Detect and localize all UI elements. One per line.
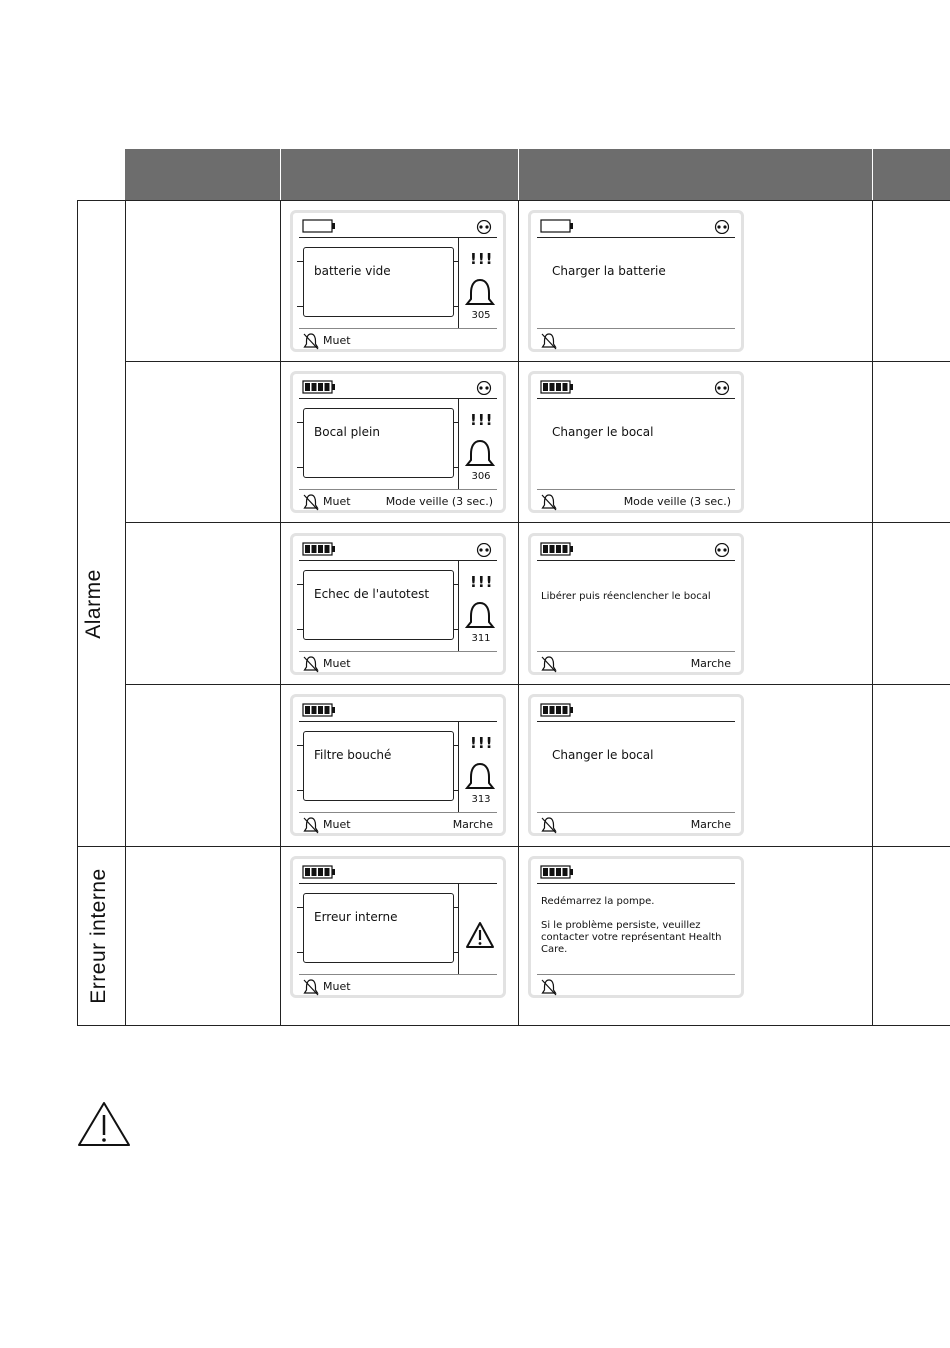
- battery-full-icon: [540, 703, 574, 717]
- mute-bell-icon: [302, 332, 320, 350]
- device-screen-alarm: [290, 856, 506, 998]
- battery-full-icon: [302, 703, 336, 717]
- mute-bell-icon: [540, 332, 558, 350]
- screen-message: Echec de l'autotest: [314, 587, 430, 601]
- screen-message-line: Redémarrez la pompe.: [541, 896, 655, 907]
- device-screen-alarm: [290, 533, 506, 675]
- screen-message: Libérer puis réenclencher le bocal: [541, 591, 711, 602]
- mute-bell-icon: [540, 493, 558, 511]
- screen-message: Erreur interne: [314, 910, 398, 924]
- message-box: [303, 570, 454, 640]
- mute-bell-icon: [540, 655, 558, 673]
- table-header-cell-2: [281, 149, 518, 201]
- device-screen-alarm: [290, 694, 506, 836]
- screen-message-line: Si le problème persiste, veuillez contacter votre représentant Health Care.: [541, 920, 722, 955]
- bell-icon: [464, 761, 496, 793]
- alarm-code: 311: [471, 633, 491, 644]
- alarm-code: 305: [471, 310, 491, 321]
- mute-bell-icon: [302, 978, 320, 996]
- device-screen-action: [528, 856, 744, 998]
- mute-bell-icon: [302, 493, 320, 511]
- bell-icon: [464, 277, 496, 309]
- message-box: [303, 731, 454, 801]
- mute-bell-icon: [540, 816, 558, 834]
- standby-label: Mode veille (3 sec.): [385, 495, 493, 508]
- alarm-priority-marks: !!!: [470, 411, 494, 429]
- battery-full-icon: [302, 542, 336, 556]
- mute-label: Muet: [323, 980, 351, 993]
- screen-message: Changer le bocal: [552, 748, 654, 762]
- alarm-code: 306: [471, 471, 491, 482]
- table-header-cell-4: [873, 149, 950, 201]
- device-screen-action: [528, 533, 744, 675]
- device-screen-alarm: [290, 210, 506, 352]
- run-label: Marche: [690, 818, 731, 831]
- battery-full-icon: [540, 380, 574, 394]
- standby-label: Mode veille (3 sec.): [623, 495, 731, 508]
- mute-label: Muet: [323, 818, 351, 831]
- mute-bell-icon: [540, 978, 558, 996]
- table-header-cell-3: [519, 149, 872, 201]
- screen-message: Filtre bouché: [314, 748, 392, 762]
- table-header-cell-1: [125, 149, 280, 201]
- group-label-erreur-interne: Erreur interne: [87, 868, 110, 1004]
- screen-message: [541, 896, 737, 956]
- bell-icon: [464, 600, 496, 632]
- mute-label: Muet: [323, 334, 351, 347]
- power-plug-icon: [713, 543, 731, 557]
- mute-bell-icon: [302, 816, 320, 834]
- warning-triangle-icon: [465, 921, 495, 949]
- device-screen-action: [528, 694, 744, 836]
- screen-message: batterie vide: [314, 264, 391, 278]
- power-plug-icon: [713, 381, 731, 395]
- power-plug-icon: [475, 220, 493, 234]
- battery-full-icon: [540, 865, 574, 879]
- message-box: [303, 408, 454, 478]
- alarm-priority-marks: !!!: [470, 573, 494, 591]
- mute-label: Muet: [323, 495, 351, 508]
- message-box: [303, 893, 454, 963]
- group-label-alarme: Alarme: [82, 569, 105, 639]
- device-screen-action: [528, 210, 744, 352]
- screen-message: Bocal plein: [314, 425, 380, 439]
- alarm-priority-marks: !!!: [470, 734, 494, 752]
- message-box: [303, 247, 454, 317]
- bell-icon: [464, 438, 496, 470]
- device-screen-action: [528, 371, 744, 513]
- power-plug-icon: [713, 220, 731, 234]
- run-label: Marche: [452, 818, 493, 831]
- battery-full-icon: [540, 542, 574, 556]
- mute-bell-icon: [302, 655, 320, 673]
- battery-full-icon: [302, 380, 336, 394]
- battery-empty-icon: [302, 219, 336, 233]
- battery-empty-icon: [540, 219, 574, 233]
- power-plug-icon: [475, 543, 493, 557]
- screen-message: Charger la batterie: [552, 264, 666, 278]
- caution-triangle-icon: [77, 1101, 131, 1147]
- alarm-code: 313: [471, 794, 491, 805]
- device-screen-alarm: [290, 371, 506, 513]
- run-label: Marche: [690, 657, 731, 670]
- power-plug-icon: [475, 381, 493, 395]
- alarm-priority-marks: !!!: [470, 250, 494, 268]
- screen-message: Changer le bocal: [552, 425, 654, 439]
- battery-full-icon: [302, 865, 336, 879]
- mute-label: Muet: [323, 657, 351, 670]
